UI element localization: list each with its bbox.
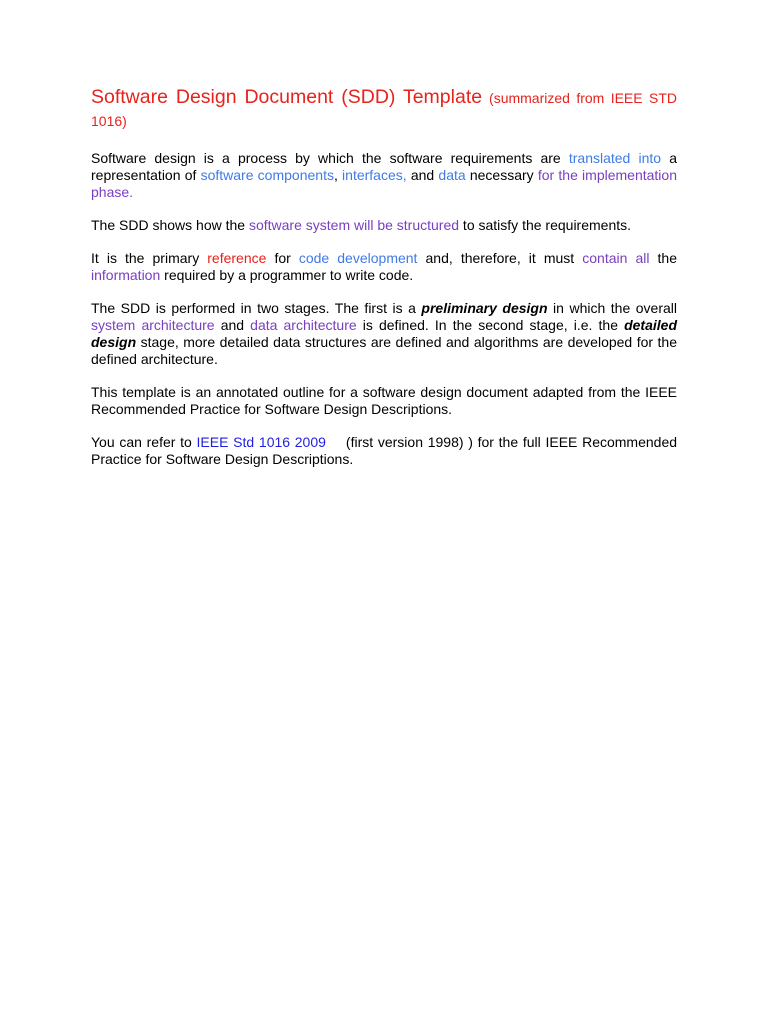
highlight-contain-all: contain all — [582, 250, 650, 266]
text: (first version 1998) ) for the full IEEE Recommended Practice for Software Design Descriptions. — [91, 434, 678, 467]
text: The SDD is performed in two stages. The first is a — [91, 300, 422, 316]
text: in which the overall — [547, 300, 677, 316]
highlight-data: data — [438, 167, 466, 183]
title-main: Software Design Document (SDD) Template — [91, 86, 483, 108]
text: This template is an annotated outline for a software design document adapted from the IEEE Recommended Practice for Software Design Descriptions. — [91, 384, 677, 417]
text: The SDD shows how the — [91, 217, 249, 233]
text: stage, more detailed data structures are defined and algorithms are developed for the defined architecture. — [91, 334, 677, 367]
text: to satisfy the requirements. — [459, 217, 632, 233]
paragraph-structure — [91, 217, 677, 234]
highlight-interfaces: interfaces, — [342, 167, 407, 183]
text: You can refer to — [91, 434, 197, 450]
paragraph-template — [91, 384, 677, 418]
paragraph-stages — [91, 300, 677, 368]
highlight-code-development: code development — [298, 250, 418, 266]
text: and — [406, 167, 439, 183]
text: required by a programmer to write code. — [160, 267, 414, 283]
title-subtitle: (summarized from IEEE STD 1016) — [91, 90, 677, 129]
highlight-software-system: software system will be structured — [248, 217, 460, 233]
text: the — [649, 250, 677, 266]
highlight-information: information — [91, 267, 161, 283]
text: and — [214, 317, 251, 333]
text: It is the primary — [91, 250, 208, 266]
paragraph-definition — [91, 150, 677, 201]
document-body — [91, 86, 677, 484]
text: Software design is a process by which the software requirements are — [91, 150, 569, 166]
text: for — [266, 250, 299, 266]
highlight-software-components: software components — [200, 167, 334, 183]
highlight-system-architecture: system architecture — [91, 317, 215, 333]
ieee-std-link[interactable]: IEEE Std 1016 2009 — [196, 434, 326, 450]
emphasis-detailed-design: detailed design — [91, 317, 677, 350]
paragraph-refer — [91, 434, 677, 468]
text: necessary — [465, 167, 538, 183]
highlight-reference: reference — [207, 250, 267, 266]
text: a representation of — [91, 150, 677, 183]
text: is defined. In the second stage, i.e. the — [356, 317, 625, 333]
paragraph-reference — [91, 250, 677, 284]
highlight-data-architecture: data architecture — [250, 317, 357, 333]
highlight-implementation-phase: for the implementation phase. — [91, 167, 677, 200]
text: , — [333, 167, 343, 183]
text: and, therefore, it must — [417, 250, 583, 266]
emphasis-preliminary-design: preliminary design — [421, 300, 548, 316]
highlight-translated-into: translated into — [568, 150, 662, 166]
document-title — [91, 86, 677, 133]
